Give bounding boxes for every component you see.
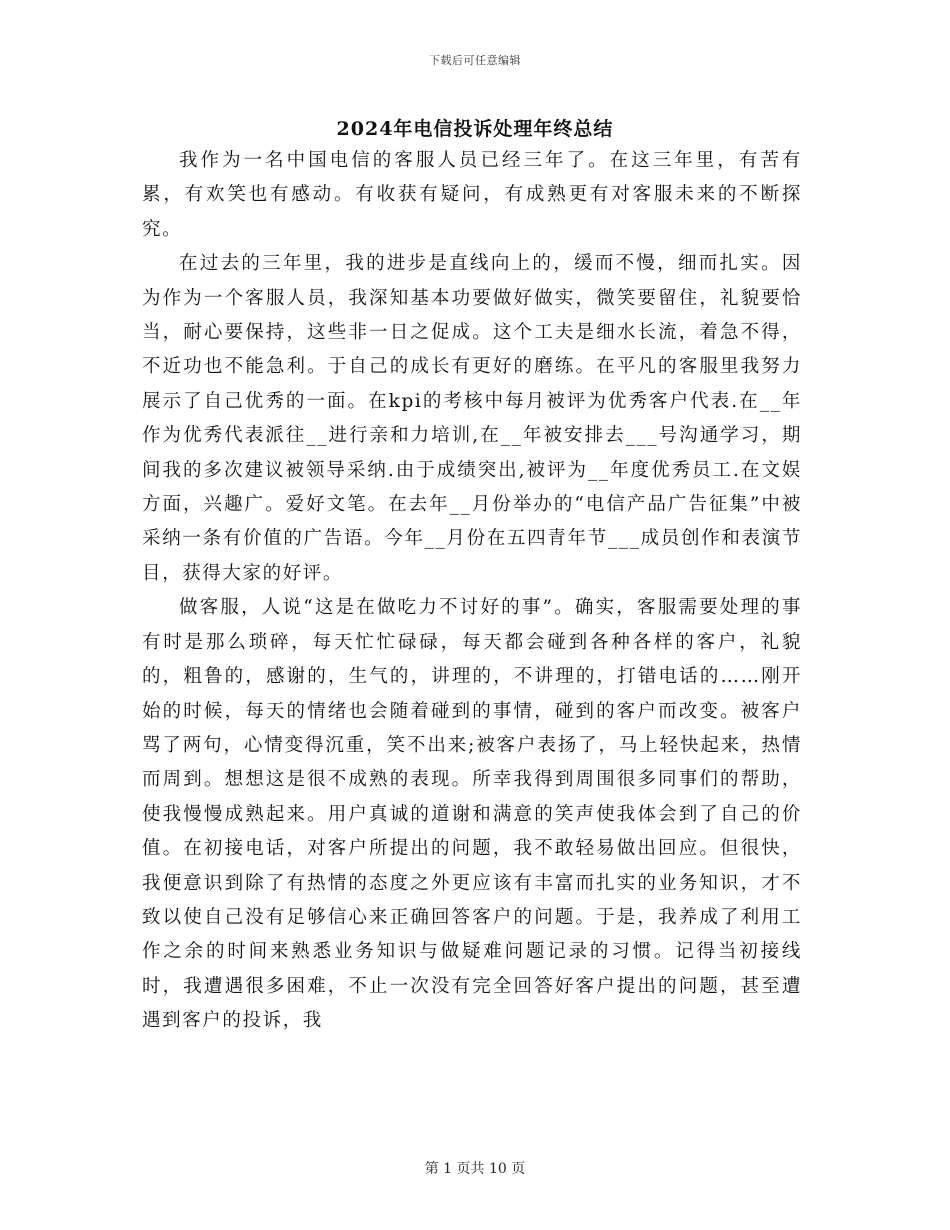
paragraph: 做客服，人说“这是在做吃力不讨好的事”。确实，客服需要处理的事有时是那么琐碎，每天忙忙碌碌，每天都会碰到各种各样的客户，礼貌的，粗鲁的，感谢的，生气的，讲理的，不讲理的，打错电话的……刚开始的时候，每天的情绪也会随着碰到的事情，碰到的客户而改变。被客户骂了两句，心情变得沉重，笑不出来;被客户表扬了，马上轻快起来，热情而周到。想想这是很不成熟的表现。所幸我得到周围很多同事们的帮助，使我慢慢成熟起来。用户真诚的道谢和满意的笑声使我体会到了自己的价值。在初接电话，对客户所提出的问题，我不敢轻易做出回应。但很快，我便意识到除了有热情的态度之外更应该有丰富而扎实的业务知识，才不致以使自己没有足够信心来正确回答客户的问题。于是，我养成了利用工作之余的时间来熟悉业务知识与做疑难问题记录的习惯。记得当初接线时，我遭遇很多困难，不止一次没有完全回答好客户提出的问题，甚至遭遇到客户的投诉，我	[142, 597, 802, 1032]
document-body	[142, 144, 802, 1039]
paragraph: 我作为一名中国电信的客服人员已经三年了。在这三年里，有苦有累，有欢笑也有感动。有收获有疑问，有成熟更有对客服未来的不断探究。	[142, 150, 802, 240]
document-title: 2024年电信投诉处理年终总结	[336, 118, 614, 140]
page-number-footer: 第 1 页共 10 页	[424, 1161, 526, 1177]
paragraph: 在过去的三年里，我的进步是直线向上的，缓而不慢，细而扎实。因为作为一个客服人员，我深知基本功要做好做实，微笑要留住，礼貌要恰当，耐心要保持，这些非一日之促成。这个工夫是细水长流，着急不得，不近功也不能急利。于自己的成长有更好的磨练。在平凡的客服里我努力展示了自己优秀的一面。在kpi的考核中每月被评为优秀客户代表.在__年作为优秀代表派往__进行亲和力培训,在__年被安排去___号沟通学习，期间我的多次建议被领导采纳.由于成绩突出,被评为__年度优秀员工.在文娱方面，兴趣广。爱好文笔。在去年__月份举办的“电信产品广告征集”中被采纳一条有价值的广告语。今年__月份在五四青年节___成员创作和表演节目，获得大家的好评。	[142, 253, 802, 584]
page-header-note: 下载后可任意编辑	[429, 54, 521, 67]
